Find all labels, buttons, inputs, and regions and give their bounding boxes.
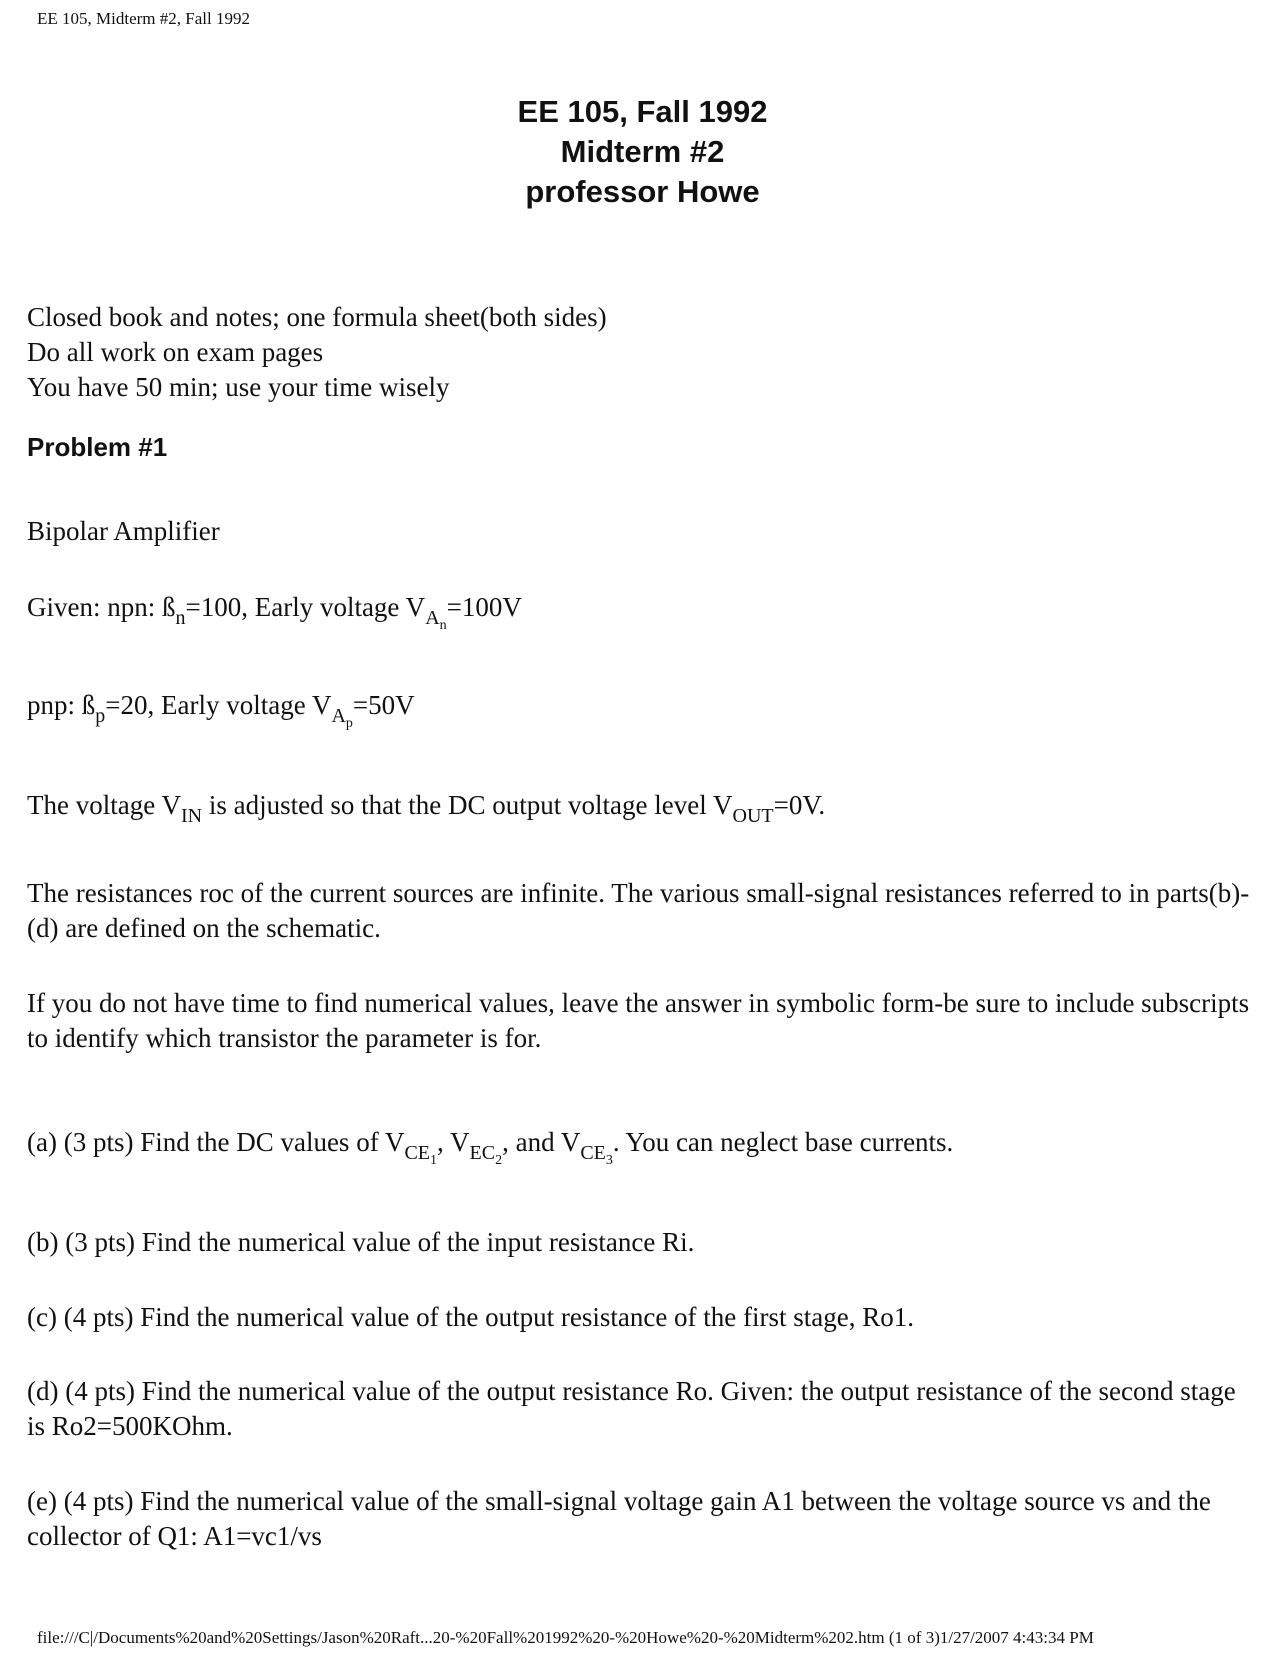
title-exam: Midterm #2 — [560, 134, 725, 169]
running-header: EE 105, Midterm #2, Fall 1992 — [37, 9, 250, 28]
problem-heading: Problem #1 — [27, 432, 168, 462]
given-pnp: pnp: $ß_p=20$, Early voltage $V_{A_p}=50V$ — [27, 690, 415, 731]
instruction-line: Closed book and notes; one formula sheet(both sides) — [27, 302, 607, 332]
instructions — [27, 300, 1252, 405]
part-d: (d) (4 pts) Find the numerical value of the output resistance Ro. Given: the output resistance of the second stage is Ro2=500KOhm. — [27, 1376, 1236, 1441]
symbolic-note: If you do not have time to find numerical values, leave the answer in symbolic form-be sure to include subscripts to identify which transistor the parameter is for. — [27, 988, 1250, 1053]
given-npn: Given: npn: $ß_n=100$, Early voltage $V_{A_n}=100V$ — [27, 592, 522, 633]
part-b: (b) (3 pts) Find the numerical value of the input resistance Ri. — [27, 1227, 695, 1257]
instruction-line: Do all work on exam pages — [27, 337, 324, 367]
part-a: (a) (3 pts) Find the DC values of $V_{CE_1}$, $V_{EC_2}$, and $V_{CE_3}$. You can neglect base currents. — [27, 1127, 954, 1168]
instruction-line: You have 50 min; use your time wisely — [27, 372, 450, 402]
resistances-note: The resistances roc of the current sources are infinite. The various small-signal resistances referred to in parts(b)-(d) are defined on the schematic. — [27, 878, 1250, 943]
exam-title — [0, 92, 1280, 212]
title-course: EE 105, Fall 1992 — [517, 94, 768, 129]
part-c: (c) (4 pts) Find the numerical value of the output resistance of the first stage, Ro1. — [27, 1302, 915, 1332]
file-path-footer: file:///C|/Documents%20and%20Settings/Jason%20Raft...20-%20Fall%201992%20-%20Howe%20-%20Midterm%202.htm (1 of 3)1/27/2007 4:43:34 PM — [37, 1628, 1094, 1647]
title-professor: professor Howe — [525, 174, 760, 209]
problem-subject: Bipolar Amplifier — [27, 516, 220, 546]
part-e: (e) (4 pts) Find the numerical value of the small-signal voltage gain A1 between the voltage source vs and the collector of Q1: A1=vc1/vs — [27, 1486, 1211, 1551]
vin-statement: The voltage $V_{IN}$ is adjusted so that the DC output voltage level $V_{OUT}=0V$. — [27, 790, 826, 827]
